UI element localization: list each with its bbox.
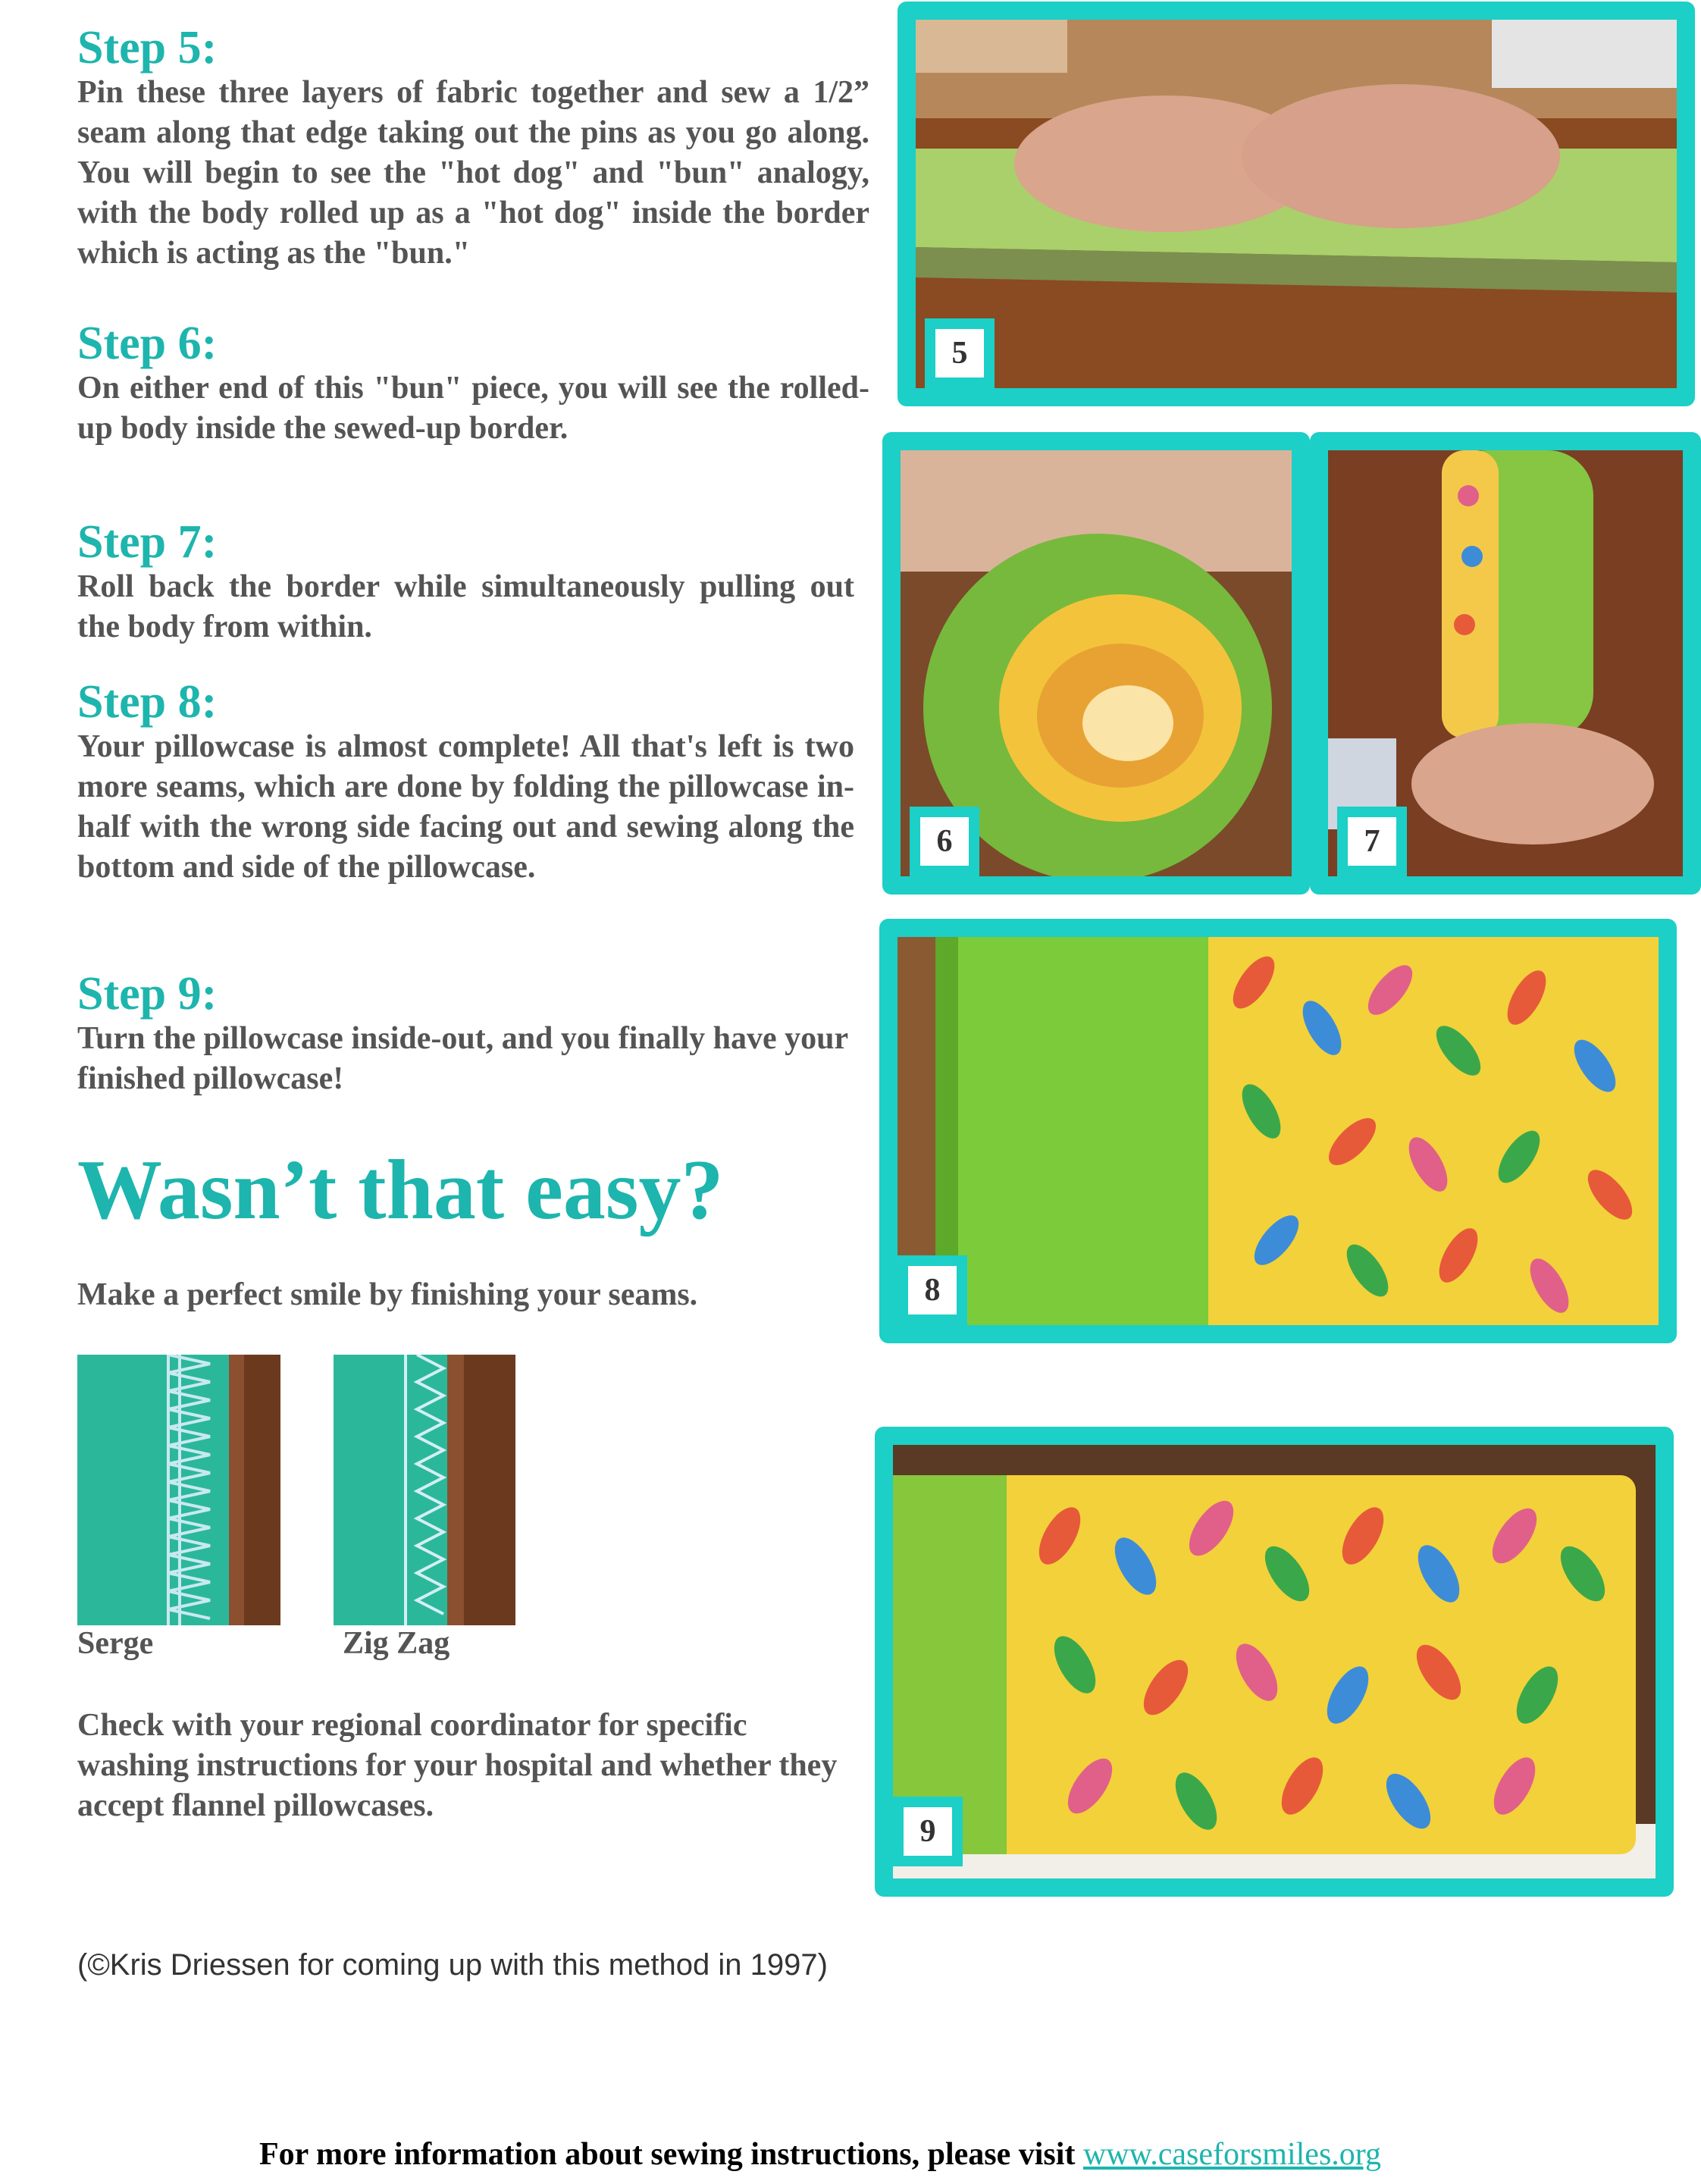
step-body: Your pillowcase is almost complete! All that's left is two more seams, which are done by folding the pillowcase in-half with the wrong side facing out and sewing along the bottom and side of the pillowcase. [77,729,854,885]
serge-seam-image [77,1355,280,1625]
flat-pillowcase-photo [897,937,1659,1325]
photo-number-badge: 8 [897,1255,967,1325]
footer-text: For more information about sewing instructions, please visit [259,2137,1083,2172]
step-title: Step 7: [77,516,218,568]
step-8-block [77,677,854,888]
headline: Wasn’t that easy? [77,1143,724,1237]
step-title: Step 5: [77,22,218,74]
step-5-block [77,23,869,274]
photo-number-badge: 5 [925,318,995,388]
website-link[interactable]: www.caseforsmiles.org [1082,2137,1382,2172]
finished-pillowcase-photo [893,1445,1656,1878]
serge-caption: Serge [77,1626,154,1661]
step-title: Step 8: [77,676,218,728]
photo-5-frame [897,2,1695,406]
step-body: Pin these three layers of fabric together and sew a 1/2” seam along that edge taking out the pins as you go along. You will begin to see the "hot dog" and "bun" analogy, with the body rolled up as a "hot dog" inside the border which is acting as the "bun." [77,75,869,271]
step-body: Turn the pillowcase inside-out, and you finally have your finished pillowcase! [77,1021,848,1096]
step-body: Roll back the border while simultaneously pulling out the body from within. [77,569,854,644]
hands-sewing-photo [916,20,1677,388]
zigzag-caption: Zig Zag [343,1626,450,1661]
photo-number-badge: 7 [1337,807,1407,876]
smile-text: Make a perfect smile by finishing your seams. [77,1277,698,1312]
photo-6-frame [882,432,1310,895]
check-text: Check with your regional coordinator for specific washing instructions for your hospital and whether they accept flannel pillowcases. [77,1708,838,1823]
step-body: On either end of this "bun" piece, you will see the rolled-up body inside the sewed-up border. [77,371,869,446]
zigzag-seam-image [334,1355,515,1625]
photo-9-frame [875,1427,1674,1897]
footer [259,2135,1381,2173]
photo-number-badge: 6 [910,807,979,876]
step-7-block [77,517,854,647]
photo-8-frame [879,919,1677,1343]
photo-7-frame [1310,432,1701,895]
step-9-block [77,969,854,1099]
credit-text: (©Kris Driessen for coming up with this method in 1997) [77,1948,828,1982]
step-title: Step 9: [77,968,218,1020]
photo-number-badge: 9 [893,1797,963,1866]
step-title: Step 6: [77,318,218,369]
step-6-block [77,318,869,449]
